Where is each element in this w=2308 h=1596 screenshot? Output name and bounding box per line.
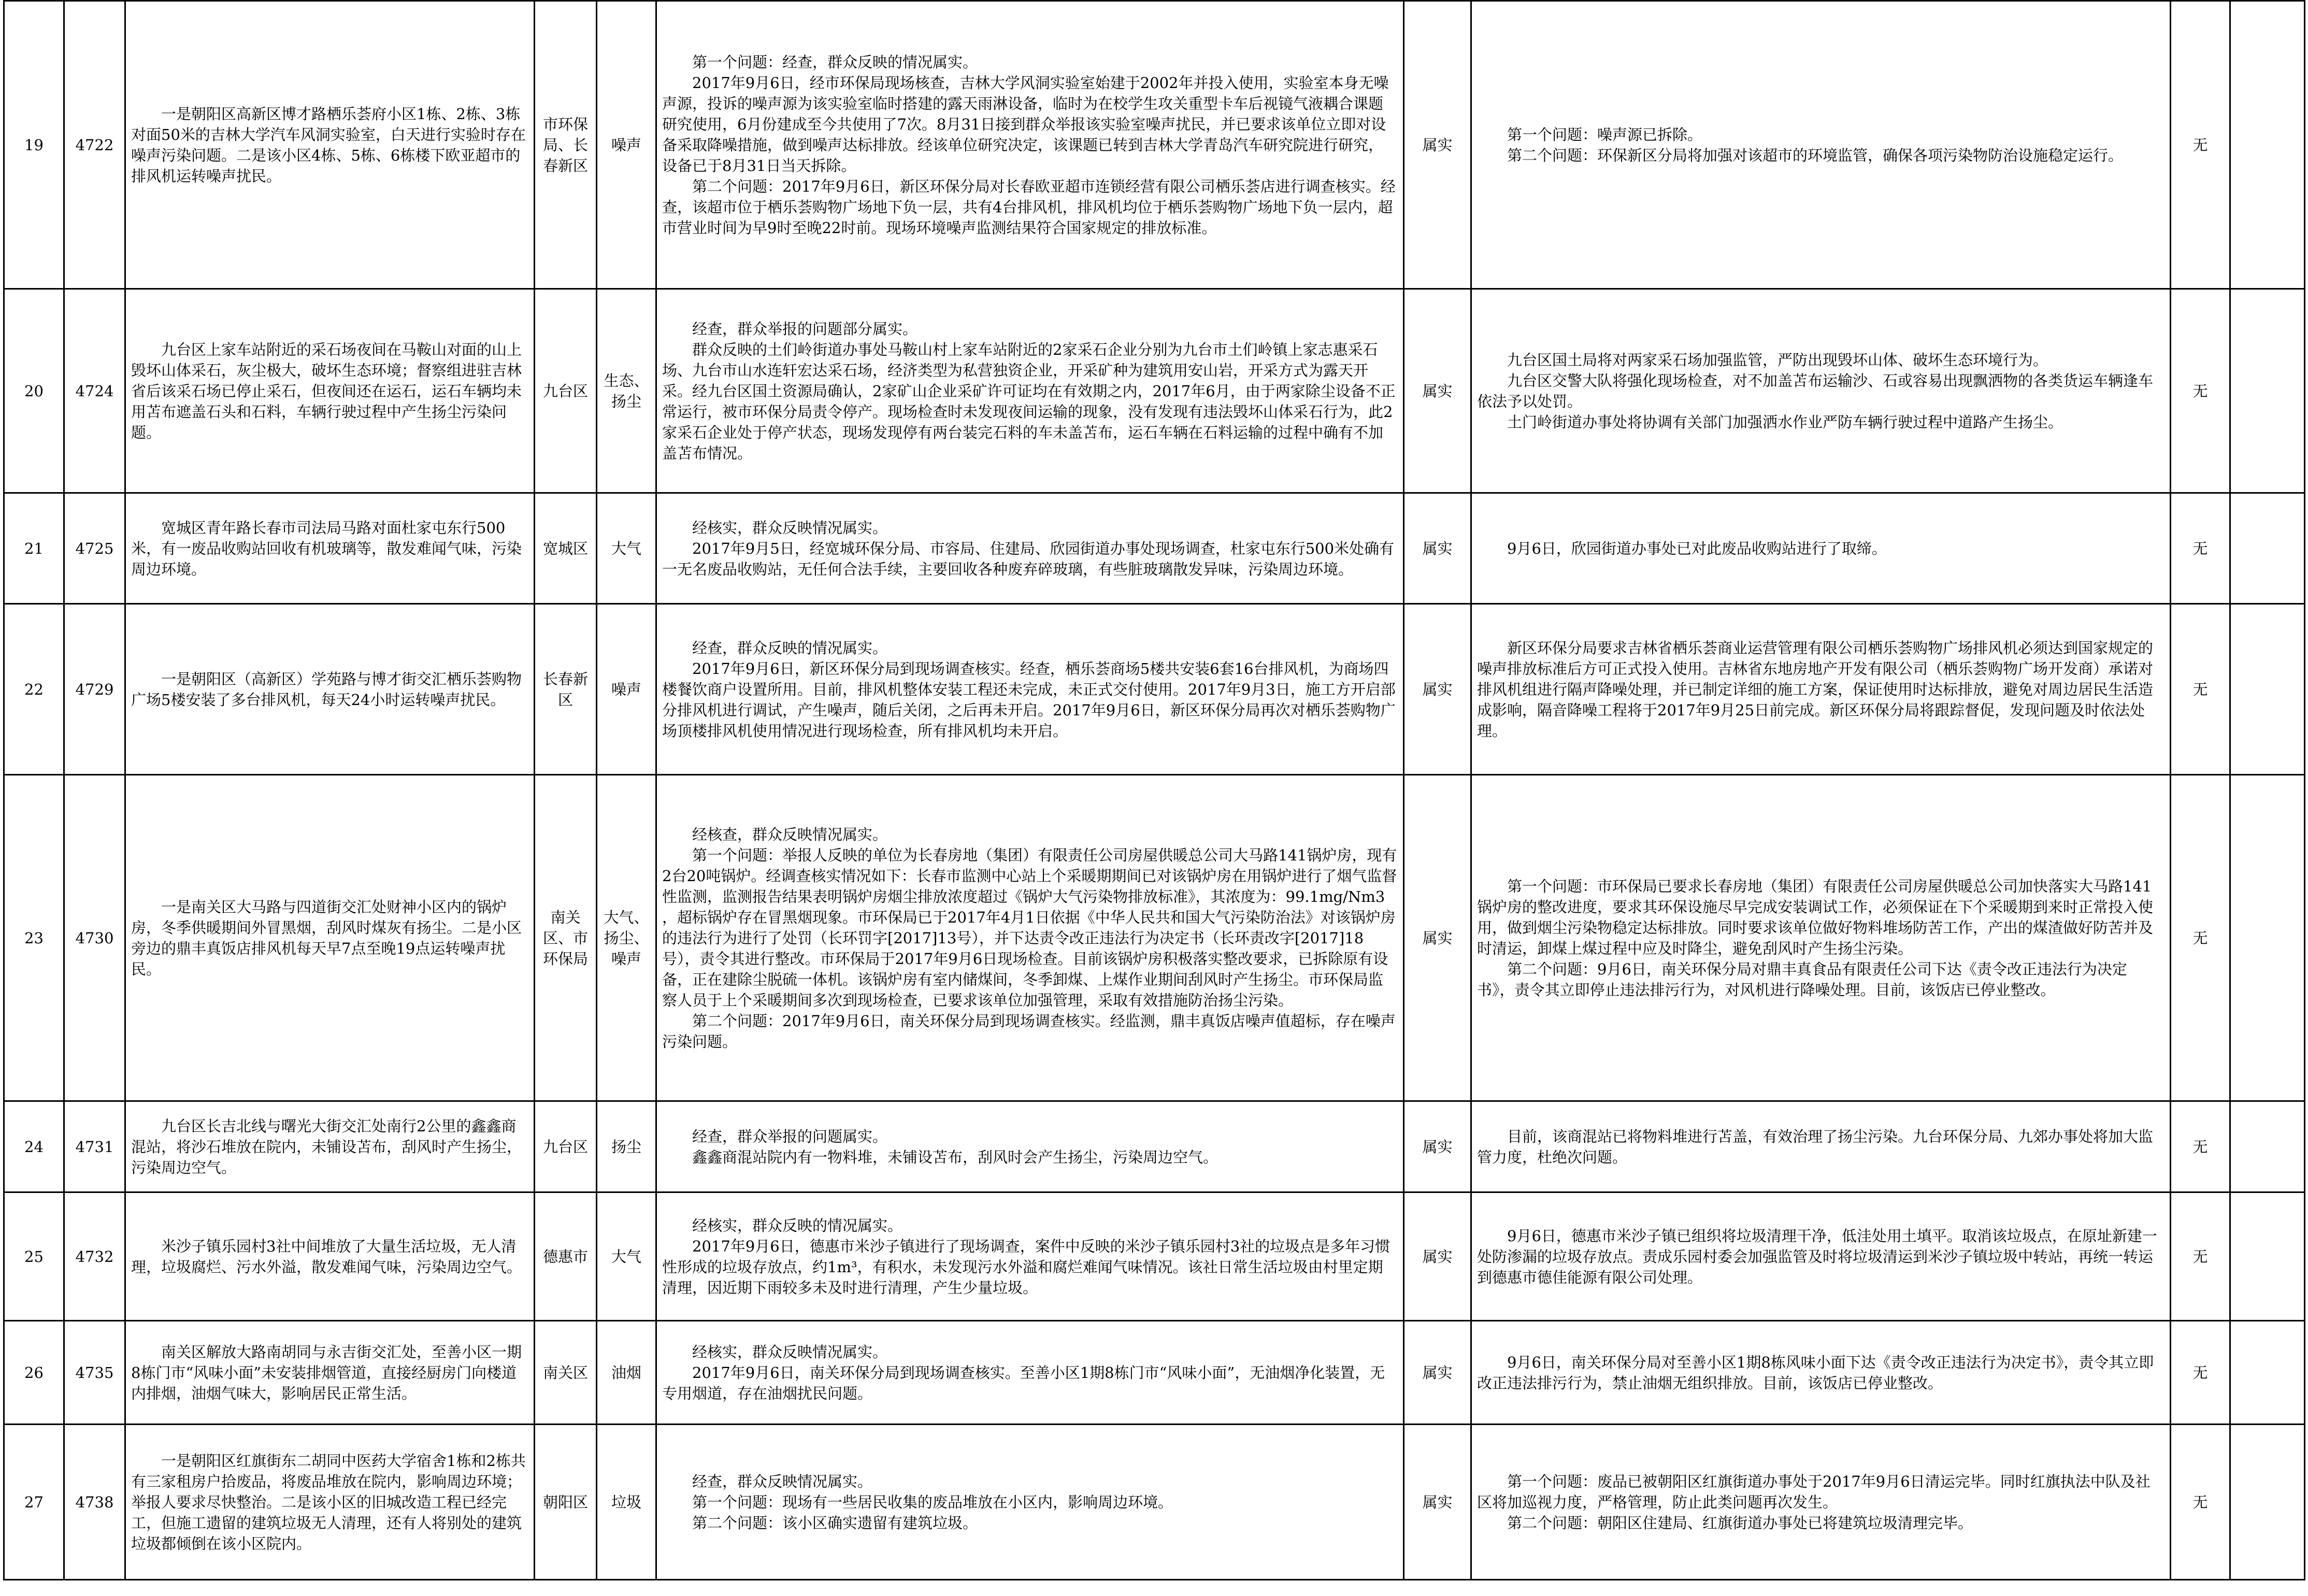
verification-result: [1404, 1425, 1471, 1580]
case-id-text: 4731: [75, 1138, 114, 1156]
pollution-type-text: 大气: [611, 539, 641, 557]
responsible-dept-text: 德惠市: [542, 1247, 588, 1266]
investigation-findings-paragraph: 第一个问题：举报人反映的单位为长春房地（集团）有限责任公司房屋供暖总公司大马路141锅炉房，现有2台20吨锅炉。经调查核实情况如下：长春市监测中心站上个采暖期期间已对该锅炉房在用锅炉进行了烟气监督性监测，监测报告结果表明锅炉房烟尘排放浓度超过《锅炉大气污染物排放标准》，其浓度为：99.1mg/Nm3 ，超标锅炉存在冒黑烟现象。市环保局已于2017年4月1日依据《中华人民共和国大气污染防治法》对该锅炉房的违法行为进行了处罚（长环罚字[2017]13号），并下达责令改正违法行为决定书（长环责改字[2017]18号），责令其进行整改。市环保局于2017年9月6日现场检查。目前该锅炉房积极落实整改要求，已拆除原有设备，正在建除尘脱硫一体机。该锅炉房有室内储煤间，冬季卸煤、上煤作业期间刮风时产生扬尘。市环保局监察人员于上个采暖期间多次到现场检查，已要求该单位加强管理，采取有效措施防治扬尘污染。: [662, 846, 1397, 1009]
row-number: [4, 1, 64, 289]
investigation-findings: [656, 289, 1404, 493]
investigation-findings-paragraph: 经核实，群众反映情况属实。: [692, 519, 888, 537]
case-id-text: 4738: [75, 1493, 114, 1511]
pollution-type-text: 大气、扬尘、噪声: [604, 908, 649, 968]
table-row: [4, 1425, 2305, 1580]
pollution-type: [597, 604, 656, 775]
investigation-findings-paragraph: 经核查，群众反映情况属实。: [692, 825, 888, 843]
pollution-type-text: 垃圾: [611, 1493, 641, 1511]
table-row: [4, 775, 2305, 1101]
handling-result: [1471, 1425, 2171, 1580]
responsible-dept-text: 南关区、市环保局: [542, 908, 588, 968]
investigation-findings-paragraph: 2017年9月5日，经宽城环保分局、市容局、住建局、欣园街道办事处现场调查，杜家屯东行500米处确有一无名废品收购站，无任何合法手续，主要回收各种废弃碎玻璃，有些脏玻璃散发异味，污染周边环境。: [662, 539, 1395, 578]
remarks: [2230, 775, 2305, 1101]
row-number: [4, 1192, 64, 1321]
row-number-text: 20: [24, 382, 44, 400]
handling-result: [1471, 775, 2171, 1101]
complaint-content-paragraph: 一是朝阳区红旗街东二胡同中医药大学宿舍1栋和2栋共有三家租房户拾废品，将废品堆放在院内，影响周边环境；举报人要求尽快整治。二是该小区的旧城改造工程已经完工，但施工遗留的建筑垃圾无人清理，还有人将别处的建筑垃圾都倾倒在该小区院内。: [131, 1451, 526, 1552]
row-number: [4, 493, 64, 604]
pollution-type: [597, 493, 656, 604]
accountability-text: 无: [2192, 1247, 2208, 1266]
responsible-dept-text: 市环保局、长春新区: [542, 115, 588, 175]
verification-result: [1404, 1321, 1471, 1425]
accountability-text: 无: [2192, 1493, 2208, 1511]
accountability-text: 无: [2192, 539, 2208, 557]
investigation-findings: [656, 1101, 1404, 1192]
complaint-content-paragraph: 米沙子镇乐园村3社中间堆放了大量生活垃圾，无人清理，垃圾腐烂、污水外溢，散发难闻气味，污染周边空气。: [131, 1237, 522, 1276]
investigation-findings: [656, 493, 1404, 604]
investigation-findings-paragraph: 群众反映的土们岭街道办事处马鞍山村上家车站附近的2家采石企业分别为九台市土们岭镇上家志惠采石场、九台市山水连轩宏达采石场，经济类型为私营独资企业，开采矿种为建筑用安山岩，开采方式为露天开采。经九台区国土资源局确认，2家矿山企业采矿许可证均在有效期之内，2017年6月，由于两家除尘设备不正常运行，被市环保分局责令停产。现场检查时未发现夜间运输的现象，没有发现有违法毁坏山体采石行为，此2家采石企业处于停产状态，现场发现停有两台装完石料的车未盖苫布，运石车辆在石料运输的过程中确有不加盖苫布情况。: [662, 340, 1396, 462]
complaint-content: [125, 1192, 535, 1321]
table-row: [4, 604, 2305, 775]
investigation-findings-paragraph: 经核实，群众反映的情况属实。: [692, 1216, 903, 1234]
complaint-content: [125, 1101, 535, 1192]
pollution-type-text: 大气: [611, 1247, 641, 1266]
complaint-content: [125, 493, 535, 604]
remarks: [2230, 604, 2305, 775]
verification-result: [1404, 1101, 1471, 1192]
handling-result-paragraph: 新区环保分局要求吉林省栖乐荟商业运营管理有限公司栖乐荟购物广场排风机必须达到国家规定的噪声排放标准后方可正式投入使用。吉林省东地房地产开发有限公司（栖乐荟购物广场开发商）承诺对排风机组进行隔声降噪处理，并已制定详细的施工方案，保证使用时达标排放，避免对周边居民生活造成影响，隔音降噪工程将于2017年9月25日前完成。新区环保分局将跟踪督促，发现问题及时依法处理。: [1477, 639, 2154, 740]
pollution-type: [597, 775, 656, 1101]
verification-result-text: 属实: [1422, 1247, 1453, 1266]
pollution-type-text: 油烟: [611, 1363, 641, 1382]
handling-result: [1471, 1321, 2171, 1425]
case-id-text: 4735: [75, 1363, 114, 1382]
responsible-dept: [535, 1192, 597, 1321]
investigation-findings-paragraph: 经查，群众举报的问题属实。: [692, 1127, 888, 1145]
handling-result: [1471, 1, 2171, 289]
investigation-findings-paragraph: 第二个问题：该小区确实遗留有建筑垃圾。: [692, 1514, 978, 1532]
responsible-dept: [535, 1321, 597, 1425]
case-id: [64, 775, 125, 1101]
responsible-dept-text: 南关区: [542, 1363, 588, 1382]
responsible-dept: [535, 493, 597, 604]
responsible-dept: [535, 1, 597, 289]
pollution-type: [597, 1192, 656, 1321]
case-id-text: 4722: [75, 136, 114, 154]
complaint-content: [125, 1, 535, 289]
case-id-text: 4725: [75, 539, 114, 557]
investigation-findings-paragraph: 2017年9月6日，新区环保分局到现场调查核实。经查，栖乐荟商场5楼共安装6套16台排风机，为商场四楼餐饮商户设置所用。目前，排风机整体安装工程还未完成，未正式交付使用。2017年9月3日，施工方开启部分排风机进行调试，产生噪声，随后关闭，之后再未开启。2017年9月6日，新区环保分局再次对栖乐荟购物广场顶楼排风机使用情况进行现场检查，所有排风机均未开启。: [662, 659, 1396, 740]
pollution-type-text: 噪声: [611, 136, 641, 154]
responsible-dept-text: 长春新区: [542, 670, 588, 709]
pollution-type: [597, 1425, 656, 1580]
complaint-content-paragraph: 九台区长吉北线与曙光大街交汇处南行2公里的鑫鑫商混站，将沙石堆放在院内，未铺设苫布，刮风时产生扬尘，污染周边空气。: [131, 1117, 522, 1176]
responsible-dept: [535, 1101, 597, 1192]
accountability: [2171, 1101, 2230, 1192]
handling-result: [1471, 604, 2171, 775]
responsible-dept: [535, 775, 597, 1101]
case-id: [64, 493, 125, 604]
complaint-content: [125, 604, 535, 775]
accountability: [2171, 1321, 2230, 1425]
remarks: [2230, 1425, 2305, 1580]
investigation-findings-paragraph: 2017年9月6日，经市环保局现场核查，吉林大学风洞实验室始建于2002年并投入使用，实验室本身无噪声源，投诉的噪声源为该实验室临时搭建的露天雨淋设备，临时为在校学生攻关重型卡车后视镜气液耦合课题研究使用，6月份建成至今共使用了7次。8月31日接到群众举报该实验室噪声扰民，并已要求该单位立即对设备采取降噪措施，做到噪声达标排放。经该单位研究决定，该课题已转到吉林大学青岛汽车研究院进行研究，设备已于8月31日当天拆除。: [662, 74, 1389, 175]
row-number-text: 27: [24, 1493, 44, 1511]
investigation-findings: [656, 1, 1404, 289]
row-number-text: 22: [24, 680, 44, 698]
investigation-findings-paragraph: 2017年9月6日，德惠市米沙子镇进行了现场调查，案件中反映的米沙子镇乐园村3社的垃圾点是多年习惯性形成的垃圾存放点，约1m³，有积水，未发现污水外溢和腐烂难闻气味情况。该社日常生活垃圾由村里定期清理，因近期下雨较多未及时进行清理，产生少量垃圾。: [662, 1237, 1390, 1297]
verification-result: [1404, 289, 1471, 493]
investigation-findings: [656, 775, 1404, 1101]
case-id: [64, 1321, 125, 1425]
investigation-findings-paragraph: 鑫鑫商混站院内有一物料堆，未铺设苫布，刮风时会产生扬尘，污染周边空气。: [692, 1148, 1218, 1166]
accountability: [2171, 1192, 2230, 1321]
complaint-content-paragraph: 一是南关区大马路与四道街交汇处财神小区内的锅炉房，冬季供暖期间外冒黑烟，刮风时煤灰有扬尘。二是小区旁边的鼎丰真饭店排风机每天早7点至晚19点运转噪声扰民。: [131, 898, 522, 978]
investigation-findings-paragraph: 经查，群众反映的情况属实。: [692, 639, 888, 657]
row-number-text: 26: [24, 1363, 44, 1382]
accountability-text: 无: [2192, 929, 2208, 947]
investigation-findings-paragraph: 2017年9月6日，南关环保分局到现场调查核实。至善小区1期8栋门市“风味小面”，无油烟净化装置，无专用烟道，存在油烟扰民问题。: [662, 1363, 1385, 1402]
remarks: [2230, 493, 2305, 604]
row-number-text: 21: [24, 539, 44, 557]
handling-result-paragraph: 第二个问题：9月6日，南关环保分局对鼎丰真食品有限责任公司下达《责令改正违法行为决定书》，责令其立即停止违法排污行为，对风机进行降噪处理。目前，该饭店已停业整改。: [1477, 960, 2127, 999]
handling-result: [1471, 1192, 2171, 1321]
handling-result-paragraph: 第二个问题：环保新区分局将加强对该超市的环境监管，确保各项污染物防治设施稳定运行。: [1507, 146, 2124, 164]
verification-result-text: 属实: [1422, 136, 1453, 154]
responsible-dept-text: 朝阳区: [542, 1493, 588, 1511]
accountability: [2171, 493, 2230, 604]
complaint-content: [125, 289, 535, 493]
investigation-findings-paragraph: 经查，群众反映情况属实。: [692, 1472, 873, 1490]
investigation-findings-paragraph: 经核实，群众反映情况属实。: [692, 1343, 888, 1361]
table-row: [4, 493, 2305, 604]
handling-result-paragraph: 9月6日，欣园街道办事处已对此废品收购站进行了取缔。: [1507, 539, 1887, 557]
complaint-content-paragraph: 一是朝阳区（高新区）学苑路与博才街交汇栖乐荟购物广场5楼安装了多台排风机，每天24小时运转噪声扰民。: [131, 670, 522, 709]
handling-result-paragraph: 目前，该商混站已将物料堆进行苫盖，有效治理了扬尘污染。九台环保分局、九郊办事处将加大监管力度，杜绝次问题。: [1477, 1127, 2154, 1166]
case-id-text: 4724: [75, 382, 114, 400]
handling-result: [1471, 1101, 2171, 1192]
verification-result-text: 属实: [1422, 1493, 1453, 1511]
pollution-type-text: 扬尘: [611, 1138, 641, 1156]
responsible-dept-text: 九台区: [542, 382, 588, 400]
accountability: [2171, 775, 2230, 1101]
verification-result-text: 属实: [1422, 539, 1453, 557]
case-id: [64, 1, 125, 289]
responsible-dept-text: 九台区: [542, 1138, 588, 1156]
investigation-findings: [656, 604, 1404, 775]
row-number-text: 23: [24, 929, 44, 947]
accountability-text: 无: [2192, 1363, 2208, 1382]
remarks: [2230, 1321, 2305, 1425]
responsible-dept: [535, 289, 597, 493]
handling-result-paragraph: 第一个问题：废品已被朝阳区红旗街道办事处于2017年9月6日清运完毕。同时红旗执法中队及社区将加巡视力度，严格管理，防止此类问题再次发生。: [1477, 1472, 2151, 1511]
case-id-text: 4730: [75, 929, 114, 947]
accountability-text: 无: [2192, 1138, 2208, 1156]
row-number: [4, 1321, 64, 1425]
verification-result: [1404, 1192, 1471, 1321]
verification-result-text: 属实: [1422, 929, 1453, 947]
verification-result-text: 属实: [1422, 382, 1453, 400]
table-row: [4, 1101, 2305, 1192]
verification-result: [1404, 775, 1471, 1101]
accountability: [2171, 289, 2230, 493]
investigation-findings: [656, 1192, 1404, 1321]
investigation-findings-paragraph: 第一个问题：经查，群众反映的情况属实。: [692, 53, 978, 71]
investigation-findings-paragraph: 第二个问题：2017年9月6日，新区环保分局对长春欧亚超市连锁经营有限公司栖乐荟店进行调查核实。经查，该超市位于栖乐荟购物广场地下负一层，共有4台排风机，排风机均位于栖乐荟购物广场地下负一层内，超市营业时间为早9时至晚22时前。现场环境噪声监测结果符合国家规定的排放标准。: [662, 177, 1396, 237]
case-id: [64, 604, 125, 775]
report-table: [3, 0, 2305, 1580]
remarks: [2230, 289, 2305, 493]
verification-result: [1404, 604, 1471, 775]
complaint-content: [125, 775, 535, 1101]
row-number-text: 24: [24, 1138, 44, 1156]
handling-result: [1471, 289, 2171, 493]
row-number: [4, 289, 64, 493]
accountability-text: 无: [2192, 680, 2208, 698]
case-id-text: 4732: [75, 1247, 114, 1266]
handling-result: [1471, 493, 2171, 604]
handling-result-paragraph: 九台区国土局将对两家采石场加强监管，严防出现毁坏山体、破坏生态环境行为。: [1507, 351, 2048, 369]
case-id: [64, 1192, 125, 1321]
row-number: [4, 1425, 64, 1580]
case-id: [64, 1101, 125, 1192]
row-number: [4, 775, 64, 1101]
investigation-findings: [656, 1321, 1404, 1425]
responsible-dept-text: 宽城区: [542, 539, 588, 557]
remarks: [2230, 1101, 2305, 1192]
handling-result-paragraph: 第一个问题：噪声源已拆除。: [1507, 125, 1703, 143]
accountability: [2171, 604, 2230, 775]
accountability: [2171, 1, 2230, 289]
pollution-type: [597, 1321, 656, 1425]
accountability-text: 无: [2192, 136, 2208, 154]
accountability-text: 无: [2192, 382, 2208, 400]
complaint-content-paragraph: 宽城区青年路长春市司法局马路对面杜家屯东行500米，有一废品收购站回收有机玻璃等，散发难闻气味，污染周边环境。: [131, 519, 522, 578]
investigation-findings-paragraph: 第一个问题：现场有一些居民收集的废品堆放在小区内，影响周边环境。: [692, 1493, 1173, 1511]
case-id: [64, 289, 125, 493]
handling-result-paragraph: 第一个问题：市环保局已要求长春房地（集团）有限责任公司房屋供暖总公司加快落实大马路141锅炉房的整改进度，要求其环保设施尽早完成安装调试工作，必须保证在下个采暖期到来时正常投入使用，做到烟尘污染物稳定达标排放。同时要求该单位做好物料堆场防苦工作，产出的煤渣做好防苦并及时清运，卸煤上煤过程中应及时降尘，避免刮风时产生扬尘污染。: [1477, 877, 2154, 957]
table-row: [4, 1321, 2305, 1425]
responsible-dept: [535, 1425, 597, 1580]
verification-result-text: 属实: [1422, 1363, 1453, 1382]
complaint-content: [125, 1321, 535, 1425]
verification-result-text: 属实: [1422, 680, 1453, 698]
responsible-dept: [535, 604, 597, 775]
table-row: [4, 1, 2305, 289]
pollution-type-text: 生态、扬尘: [604, 371, 649, 410]
pollution-type: [597, 1101, 656, 1192]
pollution-type-text: 噪声: [611, 680, 641, 698]
verification-result: [1404, 493, 1471, 604]
handling-result-paragraph: 九台区交警大队将强化现场检查，对不加盖苫布运输沙、石或容易出现飘洒物的各类货运车辆逢车依法予以处罚。: [1477, 371, 2154, 410]
verification-result-text: 属实: [1422, 1138, 1453, 1156]
case-id: [64, 1425, 125, 1580]
investigation-findings-paragraph: 经查，群众举报的问题部分属实。: [692, 320, 918, 338]
case-id-text: 4729: [75, 680, 114, 698]
verification-result: [1404, 1, 1471, 289]
remarks: [2230, 1192, 2305, 1321]
remarks: [2230, 1, 2305, 289]
accountability: [2171, 1425, 2230, 1580]
row-number: [4, 1101, 64, 1192]
complaint-content-paragraph: 南关区解放大路南胡同与永吉街交汇处，至善小区一期8栋门市“风味小面”未安装排烟管道，直接经厨房门向楼道内排烟，油烟气味大，影响居民正常生活。: [131, 1343, 522, 1402]
complaint-content: [125, 1425, 535, 1580]
table-row: [4, 289, 2305, 493]
handling-result-paragraph: 土门岭街道办事处将协调有关部门加强洒水作业严防车辆行驶过程中道路产生扬尘。: [1507, 413, 2063, 431]
pollution-type: [597, 289, 656, 493]
complaint-content-paragraph: 一是朝阳区高新区博才路栖乐荟府小区1栋、2栋、3栋对面50米的吉林大学汽车风洞实验室，白天进行实验时存在噪声污染问题。二是该小区4栋、5栋、6栋楼下欧亚超市的排风机运转噪声扰民。: [131, 105, 526, 185]
row-number: [4, 604, 64, 775]
handling-result-paragraph: 9月6日，南关环保分局对至善小区1期8栋风味小面下达《责令改正违法行为决定书》，责令其立即改正违法排污行为，禁止油烟无组织排放。目前，该饭店已停业整改。: [1477, 1353, 2154, 1392]
row-number-text: 19: [24, 136, 44, 154]
complaint-content-paragraph: 九台区上家车站附近的采石场夜间在马鞍山对面的山上毁坏山体采石，灰尘极大，破坏生态环境；督察组进驻吉林省后该采石场已停止采石，但夜间还在运石，运石车辆均未用苫布遮盖石头和石料，车辆行驶过程中产生扬尘污染问题。: [131, 340, 522, 441]
handling-result-paragraph: 9月6日，德惠市米沙子镇已组织将垃圾清理干净，低洼处用土填平。取消该垃圾点，在原址新建一处防渗漏的垃圾存放点。责成乐园村委会加强监管及时将垃圾清运到米沙子镇垃圾中转站，再统一转运到德惠市德佳能源有限公司处理。: [1477, 1227, 2157, 1286]
handling-result-paragraph: 第二个问题：朝阳区住建局、红旗街道办事处已将建筑垃圾清理完毕。: [1507, 1514, 1973, 1532]
investigation-findings-paragraph: 第二个问题：2017年9月6日，南关环保分局到现场调查核实。经监测，鼎丰真饭店噪声值超标，存在噪声污染问题。: [662, 1012, 1396, 1051]
row-number-text: 25: [24, 1247, 44, 1266]
investigation-findings: [656, 1425, 1404, 1580]
table-row: [4, 1192, 2305, 1321]
pollution-type: [597, 1, 656, 289]
